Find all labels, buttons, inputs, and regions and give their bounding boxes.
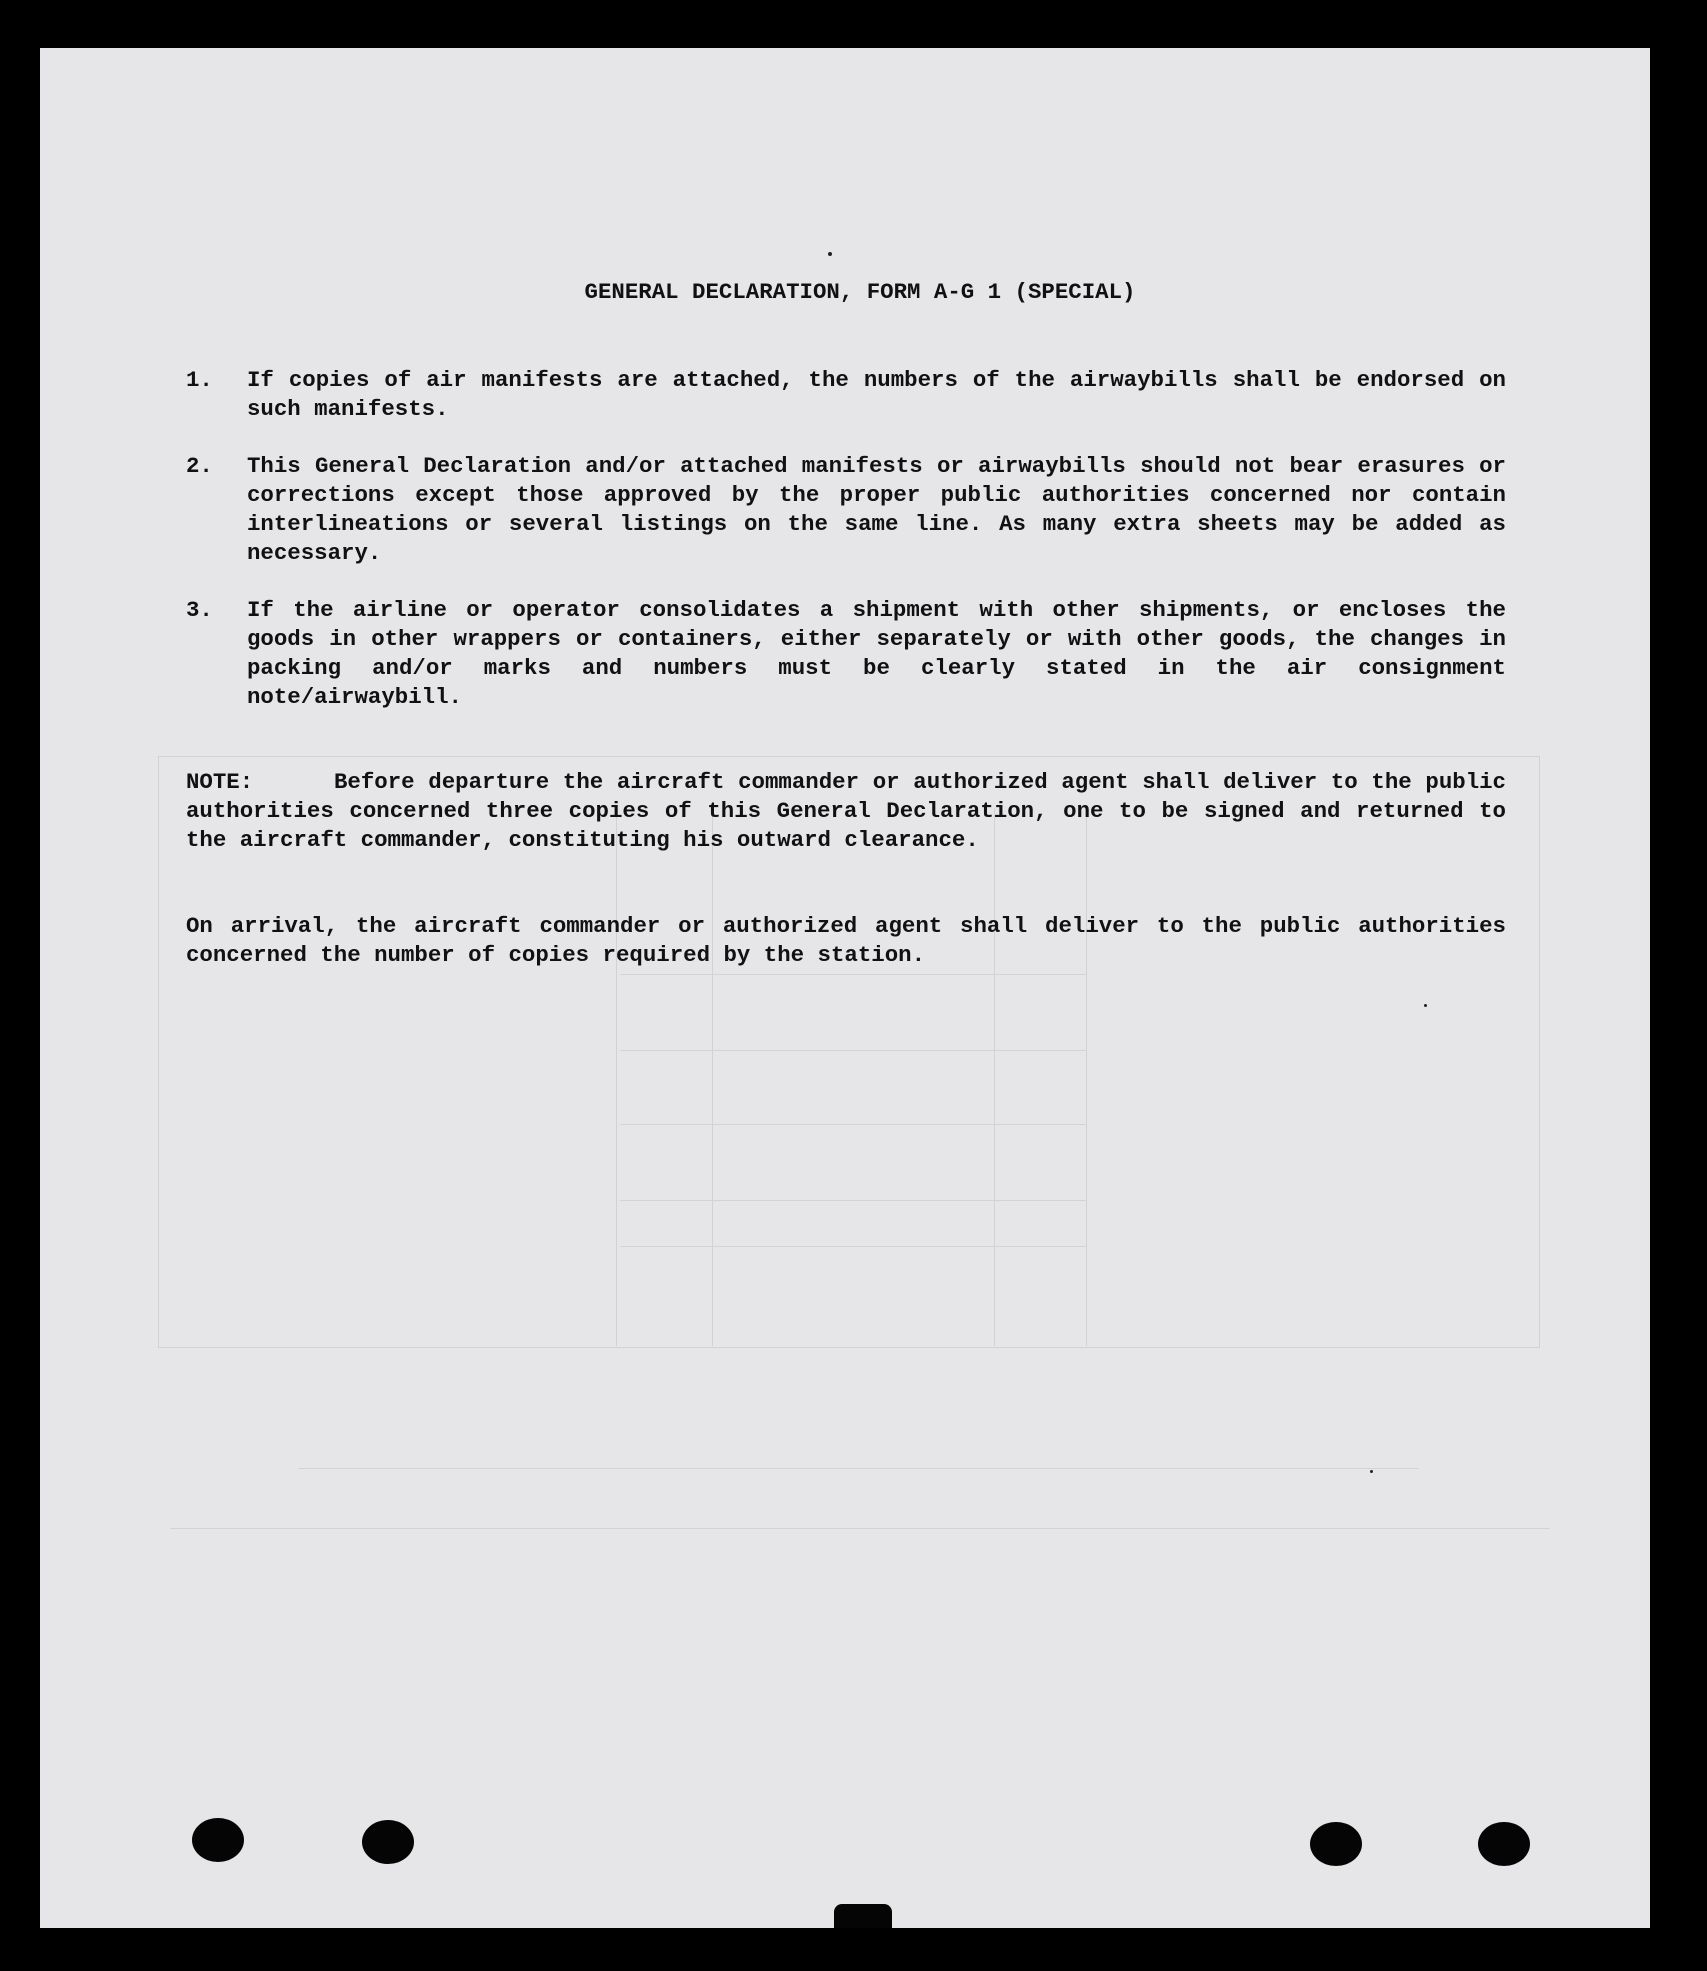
punch-hole-icon xyxy=(1478,1822,1530,1866)
arrival-text: On arrival, the aircraft commander or authorized agent shall deliver to the public authorities concerned the number of copies required by the station. xyxy=(186,913,1506,968)
item-text: If the airline or operator consolidates a shipment with other shipments, or encloses the goods in other wrappers or containers, either separately or with other goods, the changes in packing and/or marks and numbers must be clearly stated in the air consignment note/airwaybill. xyxy=(247,597,1506,710)
punch-hole-icon xyxy=(362,1820,414,1864)
declaration-content xyxy=(40,48,1650,1928)
item-text: This General Declaration and/or attached manifests or airwaybills should not bear erasures or corrections except those approved by the proper public authorities concerned nor contain interlineations or several listings on the same line. As many extra sheets may be added as necessary. xyxy=(247,453,1506,566)
note-text: Before departure the aircraft commander or authorized agent shall deliver to the public authorities concerned three copies of this General Declaration, one to be signed and returned to the aircraft commander, constituting his outward clearance. xyxy=(186,769,1506,853)
document-sheet xyxy=(40,48,1650,1928)
item-text: If copies of air manifests are attached, the numbers of the airwaybills shall be endorsed on such manifests. xyxy=(247,367,1506,422)
binding-notch-icon xyxy=(834,1904,892,1928)
item-number: 3. xyxy=(186,597,213,623)
item-number: 1. xyxy=(186,367,213,393)
arrival-paragraph xyxy=(186,912,1506,970)
punch-hole-icon xyxy=(1310,1822,1362,1866)
note-label: NOTE: xyxy=(186,769,254,795)
item-number: 2. xyxy=(186,453,213,479)
note-paragraph xyxy=(186,768,1506,855)
page-title: GENERAL DECLARATION, FORM A-G 1 (SPECIAL) xyxy=(584,279,1136,305)
punch-hole-icon xyxy=(192,1818,244,1862)
